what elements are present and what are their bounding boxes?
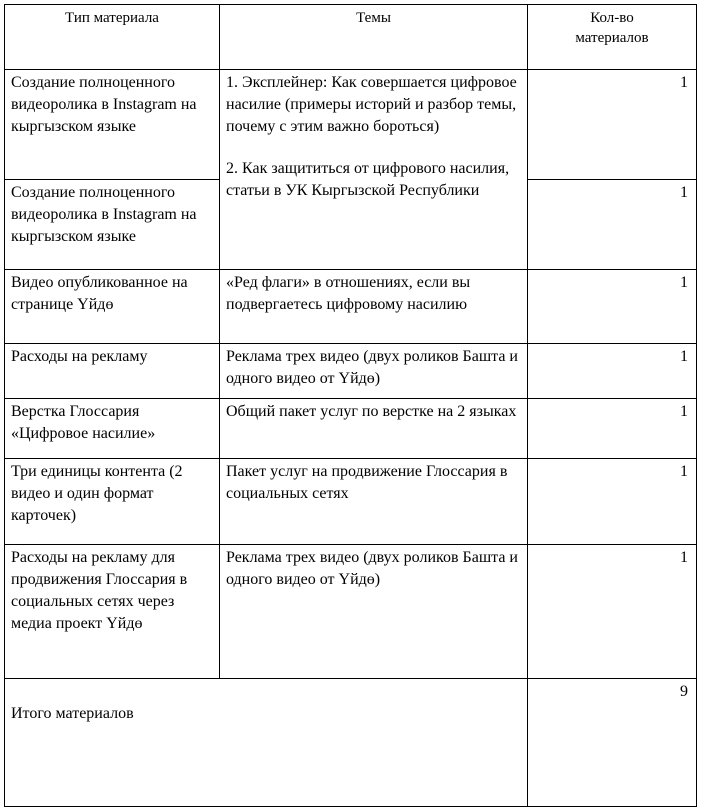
type-cell: Верстка Глоссария «Цифровое насилие» [5,399,220,459]
type-cell: Создание полноценного видеоролика в Instagram на кыргызском языке [5,180,220,270]
count-cell: 1 [528,459,697,545]
count-cell: 1 [528,344,697,399]
type-cell: Расходы на рекламу [5,344,220,399]
type-cell: Расходы на рекламу для продвижения Глоссария в социальных сетях через медиа проект Үйдө [5,545,220,679]
total-label-cell [5,679,528,807]
materials-table [4,4,697,807]
header-count-label: Кол-во материалов [575,10,649,46]
total-count-cell: 9 [528,679,697,807]
topic-spacer [226,138,521,158]
count-cell: 1 [528,399,697,459]
total-label: Итого материалов [11,705,134,722]
type-cell: Видео опубликованное на странице Үйдө [5,270,220,344]
total-row [5,679,697,807]
table-row [5,399,697,459]
type-cell: Три единицы контента (2 видео и один формат карточек) [5,459,220,545]
count-cell: 1 [528,270,697,344]
topic-cell: Реклама трех видео (двух роликов Башта и одного видео от Үйдө) [220,545,528,679]
count-cell: 1 [528,180,697,270]
table-row [5,545,697,679]
topic-cell: Реклама трех видео (двух роликов Башта и одного видео от Үйдө) [220,344,528,399]
type-cell: Создание полноценного видеоролика в Instagram на кыргызском языке [5,70,220,180]
topic-cell: Пакет услуг на продвижение Глоссария в социальных сетях [220,459,528,545]
merged-topics-cell [220,70,528,270]
count-cell: 1 [528,545,697,679]
topic-cell: Общий пакет услуг по верстке на 2 языках [220,399,528,459]
table-row [5,270,697,344]
header-topics: Темы [220,5,528,70]
topic-item: 1. Эксплейнер: Как совершается цифровое насилие (примеры историй и разбор темы, почему с этим важно бороться) [226,74,517,135]
header-row [5,5,697,70]
header-count [528,5,697,70]
table-row [5,344,697,399]
table-row [5,459,697,545]
table-row [5,70,697,180]
topic-item: 2. Как защититься от цифрового насилия, статьи в УК Кыргызской Республики [226,160,510,199]
count-cell: 1 [528,70,697,180]
header-type: Тип материала [5,5,220,70]
topic-cell: «Ред флаги» в отношениях, если вы подвергаетесь цифровому насилию [220,270,528,344]
